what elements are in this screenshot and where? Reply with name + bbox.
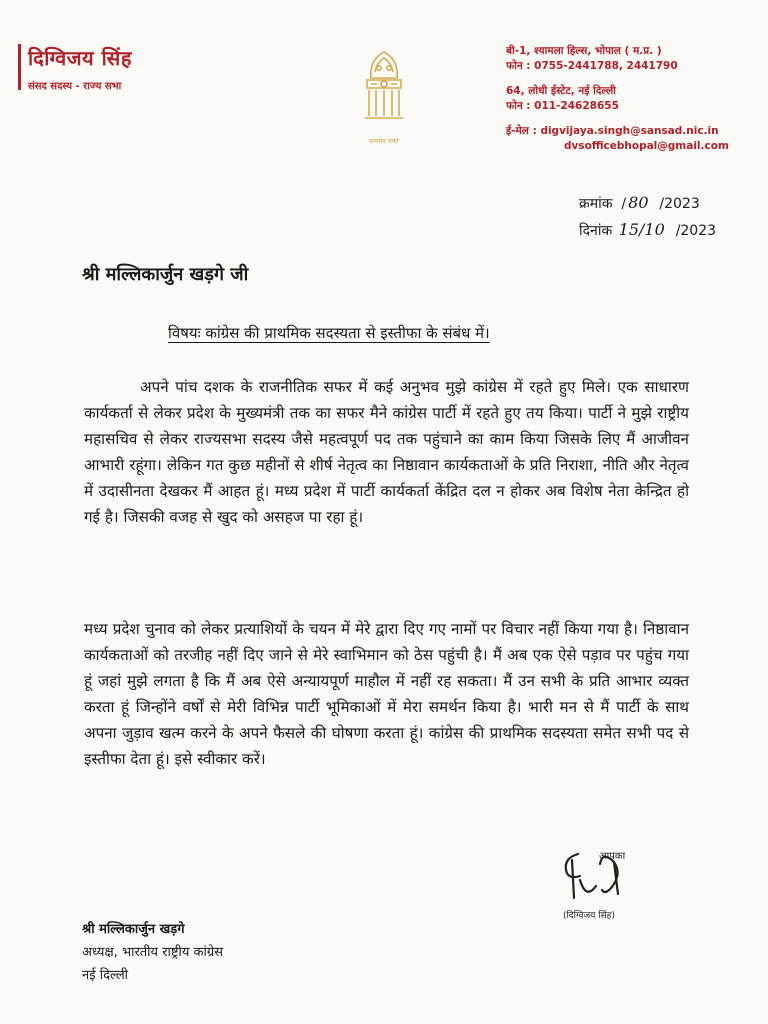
signatory-name: (दिग्विजय सिंह) [563, 911, 615, 921]
reference-number-value: 80 [628, 193, 649, 212]
recipient-city: नई दिल्ली [82, 968, 129, 983]
reference-date-year: /2023 [675, 223, 717, 239]
signature-icon [556, 840, 646, 910]
reference-number-label: क्रमांक [579, 196, 613, 212]
recipient-block [82, 918, 223, 987]
letterhead-accent-bar [18, 44, 21, 90]
reference-date-label: दिनांक [579, 223, 613, 239]
emblem-caption: सत्यमेव जयते [369, 138, 399, 145]
body-paragraph-2: मध्य प्रदेश चुनाव को लेकर प्रत्याशियों के चयन में मेरे द्वारा दिए गए नामों पर विचार नहीं किया गया है। निष्ठावान कार्यकताओं को तरजीह नहीं दिए जाने से मेरे स्वाभिमान को ठेस पहुंची है। मैं अब एक ऐसे पड़ाव पर पहुंच गया हूं जहां मुझे लगता है कि मैं अब ऐसे अन्यायपूर्ण माहौल में नहीं रह सकता। मैं उन सभी के प्रति आभार व्यक्त करता हूं जिन्होंने वर्षों से मेरी विभिन्न पार्टी भूमिकाओं में मेरा समर्थन किया है। भारी मन से मैं पार्टी के साथ अपना जुड़ाव खत्म करने के अपने फैसले की घोषणा करता हूं। कांग्रेस की प्राथमिक सदस्यता समेत सभी पद से इस्तीफा देता हूं। इसे स्वीकार करें। [84, 620, 689, 768]
reference-date-value: 15/10 [618, 220, 665, 239]
closing-aapka: आपका [599, 851, 626, 862]
reference-year: /2023 [659, 196, 700, 212]
reference-date [579, 217, 716, 244]
national-emblem-icon [349, 38, 419, 148]
address-bhopal: बी-1, श्यामला हिल्स, भोपाल ( म.प्र. ) [506, 45, 662, 57]
letterhead-title: संसद सदस्य - राज्य सभा [28, 81, 122, 92]
recipient-name: श्री मल्लिकार्जुन खड़गे [82, 922, 185, 937]
letterhead-address [506, 44, 756, 154]
phone-delhi: फोन : 011-24628655 [506, 100, 619, 112]
reference-block [579, 190, 716, 244]
reference-number: क्रमांक / 80 /2023 [579, 193, 700, 212]
recipient-designation: अध्यक्ष, भारतीय राष्ट्रीय कांग्रेस [82, 945, 224, 960]
email-secondary[interactable]: dvsofficebhopal@gmail.com [564, 140, 729, 152]
salutation: श्री मल्लिकार्जुन खड़गे जी [82, 264, 249, 285]
email-label: ई-मेल : [506, 125, 537, 137]
phone-bhopal: फोन : 0755-2441788, 2441790 [506, 60, 678, 72]
subject-line: विषयः कांग्रेस की प्राथमिक सदस्यता से इस्तीफा के संबंध में। [168, 324, 490, 342]
email-primary[interactable]: digvijaya.singh@sansad.nic.in [540, 125, 719, 137]
email-line [506, 124, 756, 139]
letterhead-name: दिग्विजय सिंह [28, 46, 132, 70]
body-paragraph-1: अपने पांच दशक के राजनीतिक सफर में कई अनुभव मुझे कांग्रेस में रहते हुए मिले। एक साधारण कार्यकर्ता से लेकर प्रदेश के मुख्यमंत्री तक का सफर मैने कांग्रेस पार्टी में रहते हुए तय किया। पार्टी ने मुझे राष्ट्रीय महासचिव से लेकर राज्यसभा सदस्य जैसे महत्वपूर्ण पद तक पहुंचाने का काम किया जिसके लिए मैं आजीवन आभारी रहूंगा। लेकिन गत कुछ महीनों से शीर्ष नेतृत्व का निष्ठावान कार्यकताओं के प्रति निराशा, नीति और नेतृत्व में उदासीनता देखकर मैं आहत हूं। मध्य प्रदेश में पार्टी कार्यकर्ता केंद्रित दल न होकर अब विशेष नेता केन्द्रित हो गई है। जिसकी वजह से खुद को असहज पा रहा हूं। [84, 378, 689, 526]
address-delhi: 64, लोधी ईस्टेट, नई दिल्ली [506, 85, 616, 97]
